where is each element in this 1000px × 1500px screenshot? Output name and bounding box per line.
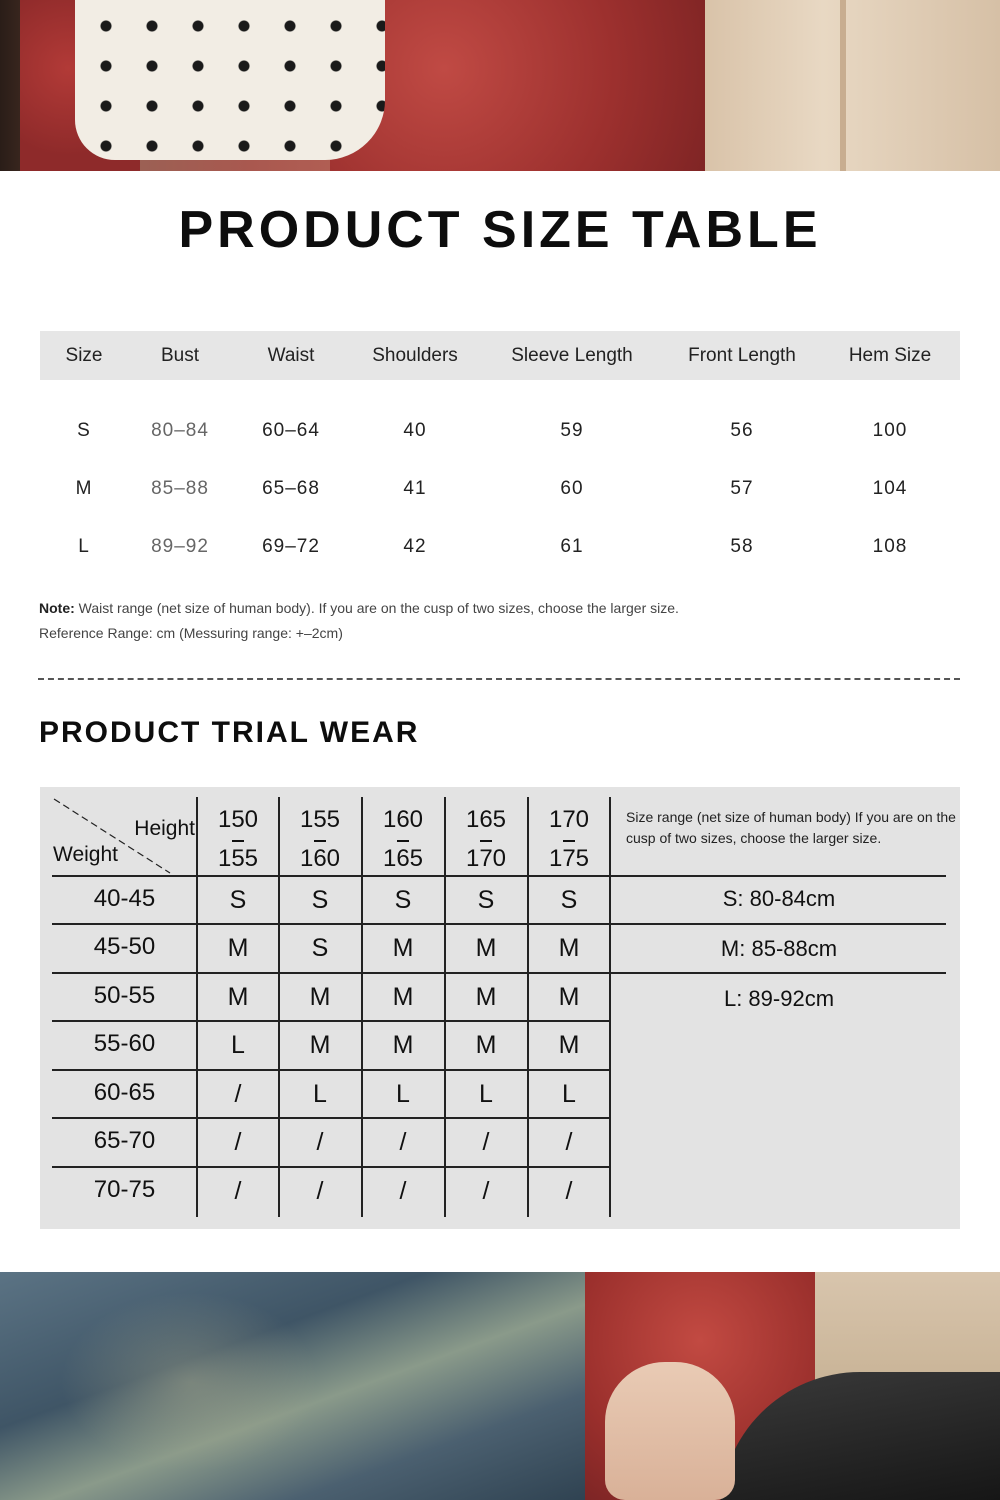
height-top: 160 [382,806,424,833]
cell-bust: 85–88 [151,478,209,499]
grid-line [52,1069,610,1071]
cell-sleeve-length: 59 [560,420,584,441]
cell-waist: 60–64 [262,420,320,441]
note-text: Waist range (net size of human body). If you are on the cusp of two sizes, choose the larger size. [74,600,679,616]
size-table-header [40,331,960,380]
weight-range-cell: 40-45 [93,885,156,912]
recommended-size-cell: M [558,934,580,962]
recommended-size-cell: S [311,934,329,962]
photo-wall [705,0,1000,171]
weight-range-cell: 55-60 [93,1030,156,1057]
height-bottom: 155 [217,845,259,872]
height-range-cell [197,801,279,877]
recommended-size-cell: / [234,1128,242,1156]
cell-front-length: 57 [730,478,754,499]
range-bar [563,840,575,842]
weight-range-cell: 60-65 [93,1079,156,1106]
cell-shoulders: 40 [403,420,427,441]
cell-hem-size: 108 [872,536,908,557]
recommended-size-cell: L [479,1080,493,1108]
recommended-size-cell: M [227,983,249,1011]
header-bust: Bust [160,344,200,366]
height-top: 165 [465,806,507,833]
trial-wear-table [40,787,960,1229]
range-l: L: 89-92cm [723,986,835,1011]
size-range-note: Size range (net size of human body) If you are on the cusp of two sizes, choose the larger size. [626,809,956,846]
recommended-size-cell: M [227,934,249,962]
recommended-size-cell: / [316,1128,324,1156]
height-top: 155 [299,806,341,833]
grid-line [52,923,946,925]
header-shoulders: Shoulders [372,344,458,366]
grid-line [52,1117,610,1119]
height-range-cell [279,801,361,877]
recommended-size-cell: / [399,1128,407,1156]
recommended-size-cell: M [392,1031,414,1059]
cell-shoulders: 41 [403,478,427,499]
photo-hand [605,1362,735,1500]
cell-waist: 65–68 [262,478,320,499]
height-bottom: 170 [465,845,507,872]
recommended-size-cell: M [558,983,580,1011]
photo-polka-dot-collar [75,0,385,160]
photo-sweater-right [330,0,710,171]
height-bottom: 165 [382,845,424,872]
table-row [40,402,960,460]
header-hem-size: Hem Size [848,344,932,366]
height-bottom: 175 [548,845,590,872]
grid-line [52,972,946,974]
photo-jeans-fade [60,1292,320,1472]
cell-front-length: 58 [730,536,754,557]
cell-size: L [78,536,90,557]
recommended-size-cell: S [229,886,247,914]
recommended-size-cell: / [234,1080,242,1108]
height-label: Height [134,817,195,840]
size-note [39,596,679,646]
photo-floor [800,1272,1000,1382]
grid-line [52,1020,610,1022]
recommended-size-cell: S [394,886,412,914]
weight-label: Weight [53,843,118,866]
height-range-cell [528,801,610,877]
cell-waist: 69–72 [262,536,320,557]
recommended-size-cell: S [311,886,329,914]
weight-range-cell: 45-50 [93,933,156,960]
cell-bust: 89–92 [151,536,209,557]
grid-line [52,1166,610,1168]
recommended-size-cell: M [309,1031,331,1059]
diagonal-header-cell [52,797,197,875]
recommended-size-cell: / [565,1128,573,1156]
recommended-size-cell: L [396,1080,410,1108]
recommended-size-cell: / [482,1177,490,1205]
recommended-size-cell: S [477,886,495,914]
range-bar [397,840,409,842]
recommended-size-cell: M [558,1031,580,1059]
range-bar [232,840,244,842]
recommended-size-cell: / [565,1177,573,1205]
height-range-cell [445,801,527,877]
cell-sleeve-length: 61 [560,536,584,557]
cell-hem-size: 100 [872,420,908,441]
recommended-size-cell: L [313,1080,327,1108]
table-row [40,518,960,576]
recommended-size-cell: / [234,1177,242,1205]
header-size: Size [65,344,103,366]
recommended-size-cell: L [562,1080,576,1108]
weight-range-cell: 70-75 [93,1176,156,1203]
recommended-size-cell: M [392,934,414,962]
cell-hem-size: 104 [872,478,908,499]
header-front-length: Front Length [688,344,796,366]
table-row [40,460,960,518]
reference-range: Reference Range: cm (Messuring range: +–2cm) [39,625,343,641]
recommended-size-cell: / [316,1177,324,1205]
product-photo-bottom [0,1272,1000,1500]
weight-range-cell: 65-70 [93,1127,156,1154]
cell-size: M [75,478,93,499]
weight-range-cell: 50-55 [93,982,156,1009]
cell-shoulders: 42 [403,536,427,557]
recommended-size-cell: / [399,1177,407,1205]
photo-wall-seam [840,0,846,171]
height-range-cell [362,801,444,877]
range-s: S: 80-84cm [722,886,836,911]
product-photo-top [0,0,1000,171]
height-bottom: 160 [299,845,341,872]
header-sleeve-length: Sleeve Length [511,344,633,366]
section-divider [38,678,960,680]
size-table [40,331,960,576]
cell-sleeve-length: 60 [560,478,584,499]
range-bar [314,840,326,842]
recommended-size-cell: M [309,983,331,1011]
range-m: M: 85-88cm [720,936,838,961]
size-table-title: PRODUCT SIZE TABLE [178,201,822,259]
height-top: 170 [548,806,590,833]
range-bar [480,840,492,842]
recommended-size-cell: M [475,934,497,962]
note-label: Note: [39,600,75,616]
header-waist: Waist [267,344,315,366]
recommended-size-cell: M [475,983,497,1011]
recommended-size-cell: M [475,1031,497,1059]
cell-size: S [77,420,91,441]
recommended-size-cell: / [482,1128,490,1156]
cell-front-length: 56 [730,420,754,441]
height-top: 150 [217,806,259,833]
recommended-size-cell: L [231,1031,245,1059]
recommended-size-cell: S [560,886,578,914]
recommended-size-cell: M [392,983,414,1011]
trial-wear-title: PRODUCT TRIAL WEAR [39,716,420,749]
cell-bust: 80–84 [151,420,209,441]
